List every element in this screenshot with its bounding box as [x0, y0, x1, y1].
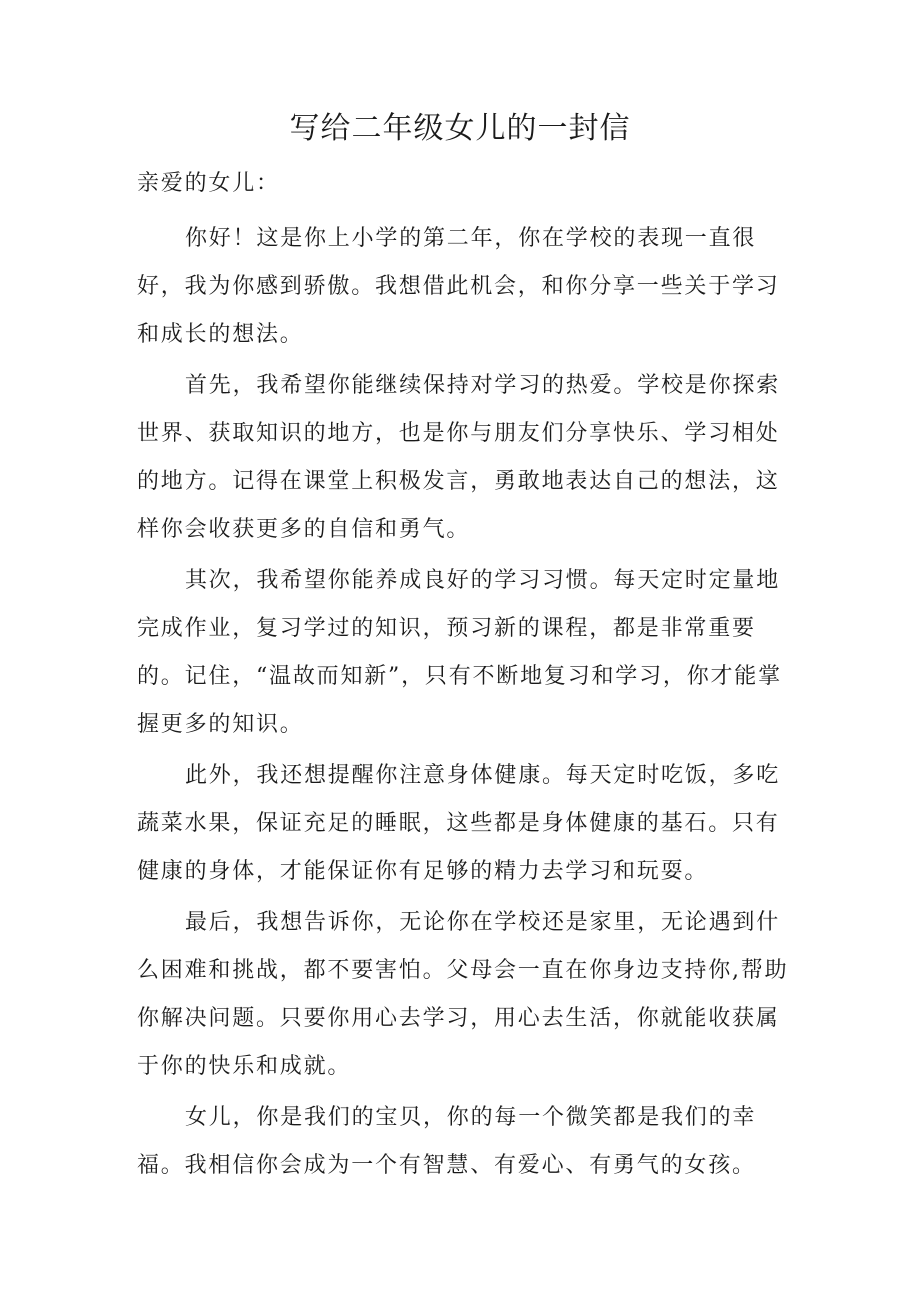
paragraph-first: 首先，我希望你能继续保持对学习的热爱。学校是你探索世界、获取知识的地方，也是你与朋友们分享快乐、学习相处的地方。记得在课堂上积极发言，勇敢地表达自己的想法，这样你会收获更多的自信和勇气。 — [137, 373, 781, 542]
letter-greeting: 亲爱的女儿： — [137, 171, 280, 196]
paragraph-closing: 女儿，你是我们的宝贝，你的每一个微笑都是我们的幸福。我相信你会成为一个有智慧、有爱心、有勇气的女孩。 — [137, 1105, 757, 1178]
letter-title: 写给二年级女儿的一封信 — [289, 111, 631, 146]
paragraph-last: 最后，我想告诉你，无论你在学校还是家里，无论遇到什么困难和挑战，都不要害怕。父母会一直在你身边支持你,帮助你解决问题。只要你用心去学习，用心去生活，你就能收获属于你的快乐和成就。 — [137, 910, 789, 1079]
paragraph-intro: 你好！这是你上小学的第二年，你在学校的表现一直很好，我为你感到骄傲。我想借此机会，和你分享一些关于学习和成长的想法。 — [137, 226, 780, 347]
letter-body — [137, 160, 797, 1190]
paragraph-second: 其次，我希望你能养成良好的学习习惯。每天定时定量地完成作业，复习学过的知识，预习新的课程，都是非常重要的。记住，“温故而知新”，只有不断地复习和学习，你才能掌握更多的知识。 — [137, 568, 782, 737]
paragraph-health: 此外，我还想提醒你注意身体健康。每天定时吃饭，多吃蔬菜水果，保证充足的睡眠，这些都是身体健康的基石。只有健康的身体，才能保证你有足够的精力去学习和玩耍。 — [137, 763, 781, 884]
